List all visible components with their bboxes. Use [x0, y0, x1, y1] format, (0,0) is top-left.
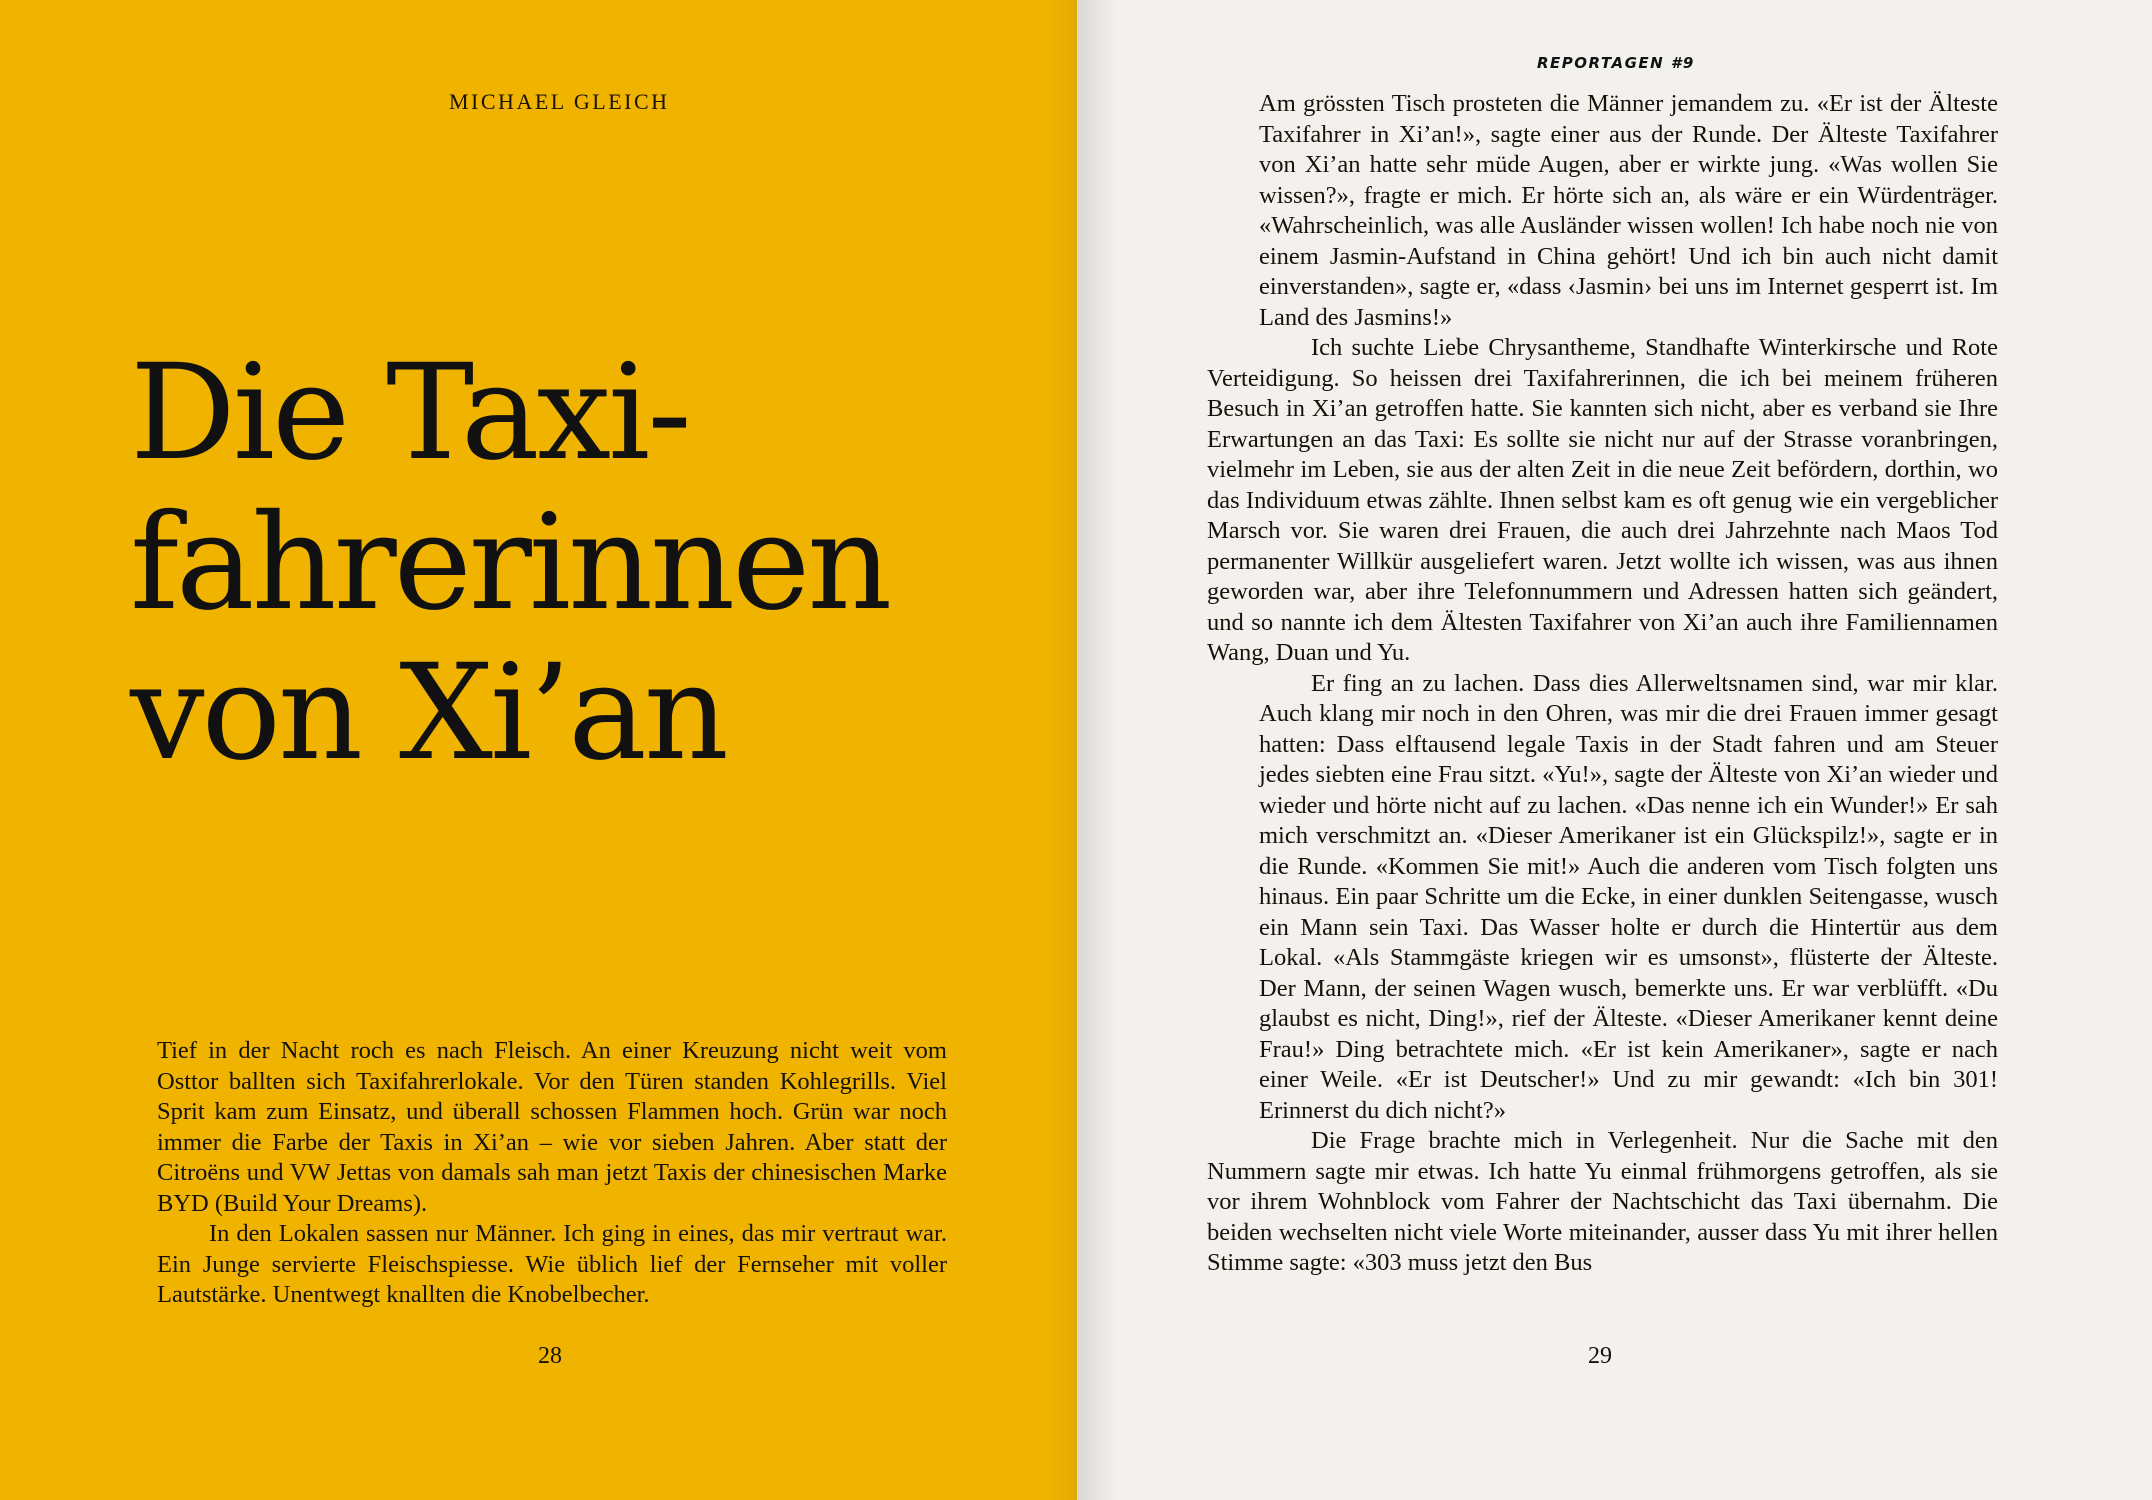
- article-title: [130, 338, 1030, 788]
- page-fold-shadow-left: [1047, 0, 1077, 1500]
- body-paragraph-3: Er fing an zu lachen. Dass dies Allerweltsnamen sind, war mir klar. Auch klang mir noch in den Ohren, was mir die drei Frauen immer gesagt hatten: Dass elftausend legale Taxis in der Stadt fahren und am Steuer jedes siebten eine Frau sitzt. «Yu!», sagte der Älteste von Xi’an wieder und wieder und hörte nicht auf zu lachen. «Das nenne ich ein Wunder!» Er sah mich verschmitzt an. «Dieser Amerikaner ist ein Glückspilz!», sagte er in die Runde. «Kommen Sie mit!» Auch die anderen vom Tisch folgten uns hinaus. Ein paar Schritte um die Ecke, in einer dunklen Seitengasse, wusch ein Mann sein Taxi. Das Wasser holte er durch die Hintertür aus dem Lokal. «Als Stammgäste kriegen wir es umsonst», flüsterte der Älteste. Der Mann, der seinen Wagen wusch, bemerkte uns. Er war verblüfft. «Du glaubst es nicht, Ding!», rief der Älteste. «Dieser Amerikaner kennt deine Frau!» Ding betrachtete mich. «Er ist kein Amerikaner», sagte er nach einer Weile. «Er ist Deutscher!» Und zu mir gewandt: «Ich bin 301! Erinnerst du dich nicht?»: [1259, 669, 1998, 1124]
- body-paragraph-2: Ich suchte Liebe Chrysantheme, Standhafte Winterkirsche und Rote Verteidigung. So heissen drei Taxifahrerinnen, die ich bei meinem früheren Besuch in Xi’an getroffen hatte. Sie kannten sich nicht, aber es verband sie Ihre Erwartungen an das Taxi: Es sollte sie nicht nur auf der Strasse voranbringen, vielmehr im Leben, sie aus der alten Zeit in die neue Zeit befördern, dorthin, wo das Individuum etwas zählte. Ihnen selbst kam es oft genug wie ein vergeblicher Marsch vor. Sie waren drei Frauen, die auch drei Jahrzehnte nach Maos Tod permanenter Willkür ausgeliefert waren. Jetzt wollte ich wissen, was aus ihnen geworden war, aber ihre Telefonnummern und Adressen hatten sich geändert, und so nannte ich dem Ältesten Taxifahrer von Xi’an auch ihre Familiennamen Wang, Duan und Yu.: [1207, 334, 1998, 666]
- intro-paragraph-2: In den Lokalen sassen nur Männer. Ich ging in eines, das mir vertraut war. Ein Junge servierte Fleischspiesse. Wie üblich lief der Fernseher mit voller Lautstärke. Unentwegt knallten die Knobelbecher.: [157, 1220, 947, 1308]
- intro-text: [157, 1036, 947, 1311]
- title-line-2: fahrerinnen: [130, 486, 890, 640]
- page-number-left: 28: [538, 1343, 562, 1369]
- body-paragraph-4: Die Frage brachte mich in Verlegenheit. Nur die Sache mit den Nummern sagte mir etwas. Ich hatte Yu einmal frühmorgens getroffen, als sie vor ihrem Wohnblock vom Fahrer der Nachtschicht das Taxi übernahm. Die beiden wechselten nicht viele Worte miteinander, ausser dass Yu mit ihrer hellen Stimme sagte: «303 muss jetzt den Bus: [1207, 1127, 1998, 1276]
- body-column: [1207, 89, 1998, 1279]
- author-name: MICHAEL GLEICH: [449, 89, 670, 114]
- gutter-shadow: [1077, 0, 1117, 1500]
- page-number-right: 29: [1588, 1343, 1612, 1369]
- title-line-1: Die Taxi-: [130, 336, 689, 490]
- body-paragraph-1: Am grössten Tisch prosteten die Männer jemandem zu. «Er ist der Älteste Taxifahrer in Xi’an!», sagte einer aus der Runde. Der Älteste Taxifahrer von Xi’an hatte sehr müde Augen, aber er wirkte jung. «Was wollen Sie wissen?», fragte er mich. Er hörte sich an, als wäre er ein Würdenträger. «Wahrscheinlich, was alle Ausländer wissen wollen! Ich habe noch nie von einem Jasmin-Aufstand in China gehört! Und ich bin auch nicht damit einverstanden», sagte er, «dass ‹Jasmin› bei uns im Internet gesperrt ist. Im Land des Jasmins!»: [1259, 90, 1998, 331]
- intro-paragraph-1: Tief in der Nacht roch es nach Fleisch. An einer Kreuzung nicht weit vom Osttor ballten sich Taxifahrerlokale. Vor den Türen standen Kohlegrills. Viel Sprit kam zum Einsatz, und überall schossen Flammen hoch. Grün war noch immer die Farbe der Taxis in Xi’an – wie vor sieben Jahren. Aber statt der Citroëns und VW Jettas von damals sah man jetzt Taxis der chinesischen Marke BYD (Build Your Dreams).: [157, 1037, 947, 1217]
- running-head: REPORTAGEN #9: [1537, 54, 1695, 72]
- title-line-3: von Xi’an: [130, 636, 726, 790]
